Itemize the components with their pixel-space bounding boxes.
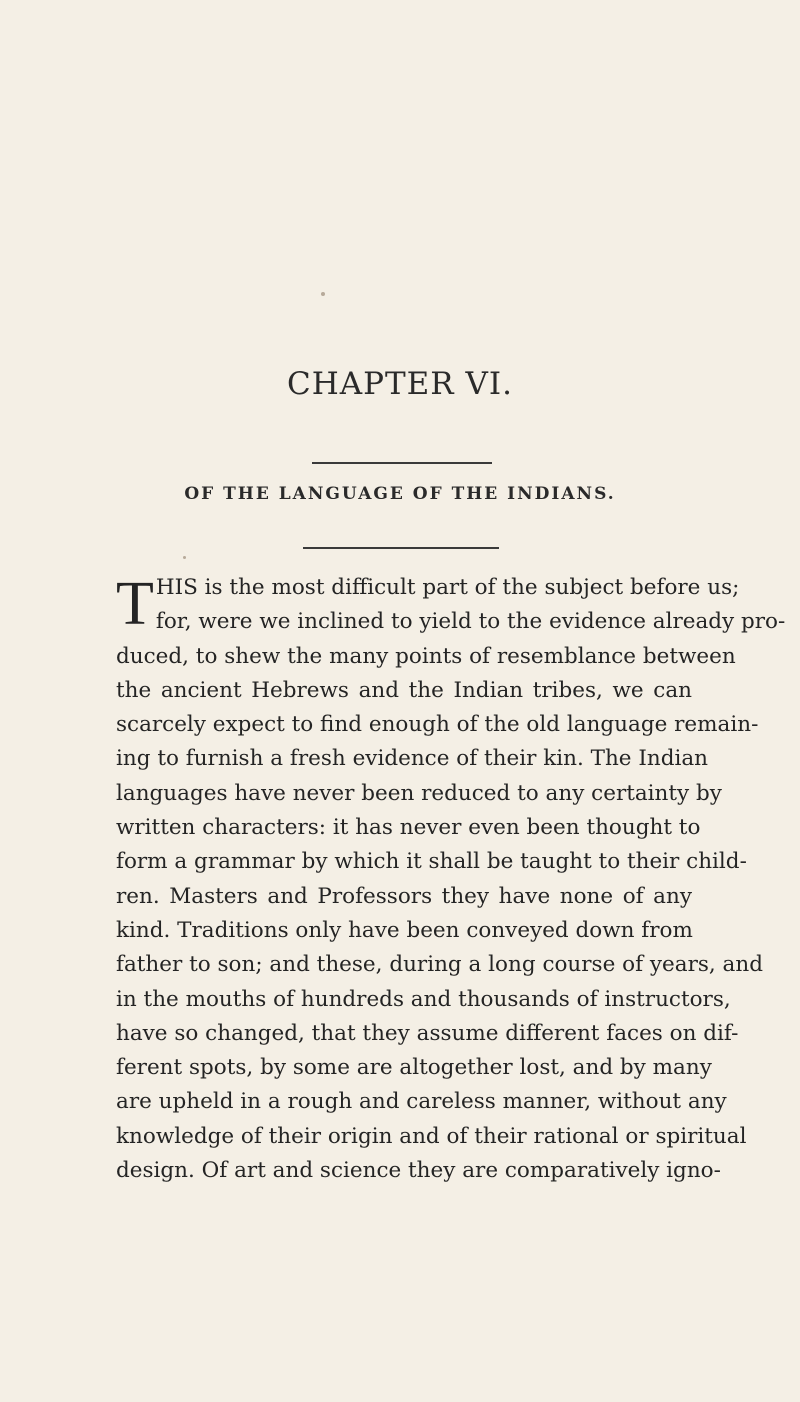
- chapter-subtitle: OF THE LANGUAGE OF THE INDIANS.: [184, 484, 616, 504]
- title-rule-bottom: [303, 547, 499, 549]
- text-line: design. Of art and science they are comparatively igno-: [116, 1158, 721, 1184]
- text-line: in the mouths of hundreds and thousands of instructors,: [116, 986, 731, 1012]
- paper-speck: [321, 292, 325, 296]
- text-line: duced, to shew the many points of resemblance between: [116, 643, 736, 669]
- text-line: HIS is the most difficult part of the subject before us;: [155, 575, 740, 600]
- title-rule-top: [312, 462, 492, 464]
- text-line: have so changed, that they assume different faces on dif-: [116, 1020, 739, 1046]
- text-line: ren. Masters and Professors they have none of any: [116, 883, 692, 909]
- chapter-body: [116, 570, 786, 1188]
- text-line: ing to furnish a fresh evidence of their kin. The Indian: [116, 746, 709, 772]
- text-line: languages have never been reduced to any certainty by: [116, 780, 722, 806]
- text-line: scarcely expect to find enough of the old language remain-: [116, 712, 759, 738]
- text-line: ferent spots, by some are altogether lost, and by many: [116, 1055, 712, 1081]
- text-line: for, were we inclined to yield to the evidence already pro-: [155, 609, 786, 635]
- chapter-title: CHAPTER VI.: [287, 366, 513, 402]
- text-line: kind. Traditions only have been conveyed down from: [116, 917, 693, 943]
- text-line: father to son; and these, during a long course of years, and: [116, 952, 763, 978]
- text-line: written characters: it has never even been thought to: [116, 815, 701, 841]
- text-line: the ancient Hebrews and the Indian tribes, we can: [116, 677, 692, 703]
- paper-speck: [183, 556, 186, 559]
- text-line: form a grammar by which it shall be taught to their child-: [116, 849, 747, 875]
- text-line: are upheld in a rough and careless manner, without any: [116, 1089, 727, 1115]
- text-line: knowledge of their origin and of their rational or spiritual: [116, 1123, 747, 1149]
- drop-cap: T: [116, 570, 154, 638]
